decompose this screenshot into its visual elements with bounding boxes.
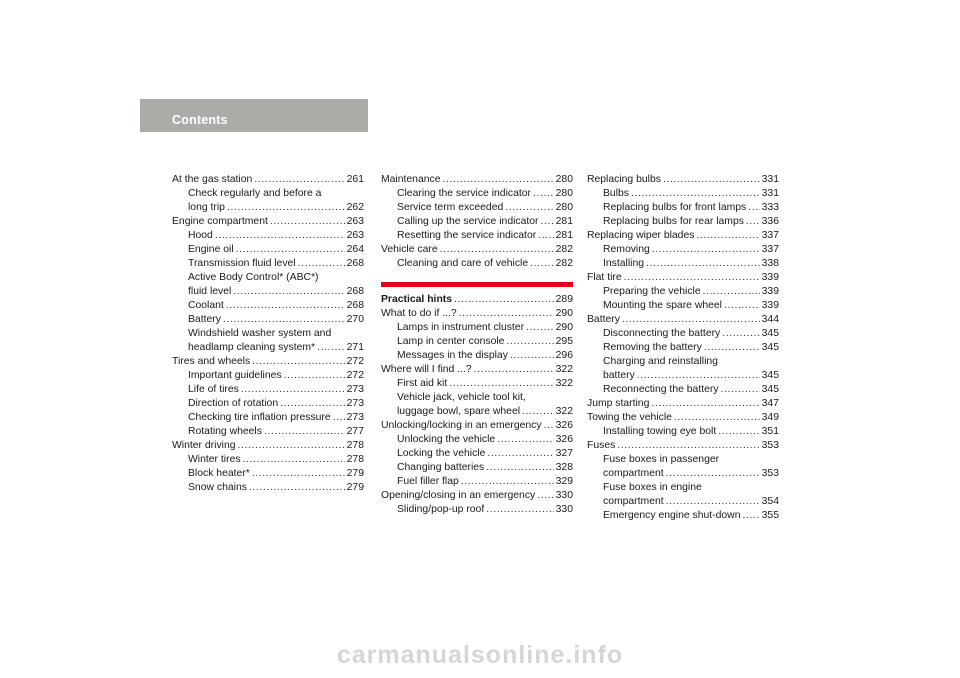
toc-entry[interactable] xyxy=(381,475,573,489)
toc-entry-text: Mounting the spare wheel xyxy=(603,300,722,311)
toc-entry-text: long trip xyxy=(188,202,225,213)
toc-entry[interactable] xyxy=(381,489,573,503)
toc-entry-page: 345 xyxy=(761,384,779,395)
toc-entry-text: Replacing wiper blades xyxy=(587,230,695,241)
toc-entry-text: Fuse boxes in passenger xyxy=(603,454,720,465)
toc-entry[interactable] xyxy=(172,453,364,467)
toc-entry[interactable] xyxy=(587,369,779,383)
toc-entry[interactable] xyxy=(172,215,364,229)
toc-entry[interactable] xyxy=(587,299,779,313)
toc-entry-text: What to do if ...? xyxy=(381,308,457,319)
toc-heading-text: Practical hints xyxy=(381,294,453,305)
leader-dots xyxy=(617,439,759,453)
toc-entry[interactable] xyxy=(381,377,573,391)
section-divider-rule xyxy=(381,282,573,287)
toc-entry-page: 290 xyxy=(555,322,573,333)
leader-dots xyxy=(746,215,760,229)
toc-entry-page: 326 xyxy=(555,434,573,445)
toc-entry-page: 345 xyxy=(761,370,779,381)
toc-entry[interactable] xyxy=(172,397,364,411)
toc-entry-text: Unlocking the vehicle xyxy=(397,434,496,445)
toc-entry-text: Preparing the vehicle xyxy=(603,286,701,297)
toc-entry-text: Service term exceeded xyxy=(397,202,504,213)
toc-entry[interactable] xyxy=(587,243,779,257)
leader-dots xyxy=(249,481,345,495)
toc-entry[interactable] xyxy=(587,439,779,453)
leader-dots xyxy=(718,425,759,439)
leader-dots xyxy=(270,215,345,229)
toc-entry-text: Sliding/pop-up roof xyxy=(397,504,485,515)
leader-dots xyxy=(631,187,760,201)
toc-entry-page: 327 xyxy=(555,448,573,459)
toc-entry-text: compartment xyxy=(603,468,664,479)
toc-entry-text: Reconnecting the battery xyxy=(603,384,719,395)
toc-entry-text: Locking the vehicle xyxy=(397,448,486,459)
toc-group-maintenance xyxy=(381,173,573,271)
toc-heading-page: 289 xyxy=(555,294,573,305)
leader-dots xyxy=(538,229,553,243)
toc-entry[interactable] xyxy=(381,201,573,215)
toc-entry-text: Active Body Control* (ABC*) xyxy=(188,272,319,283)
toc-entry[interactable] xyxy=(381,321,573,335)
toc-entry-text: Installing towing eye bolt xyxy=(603,426,717,437)
toc-entry-page: 296 xyxy=(555,350,573,361)
toc-entry-text: Resetting the service indicator xyxy=(397,230,537,241)
toc-entry-page: 337 xyxy=(761,244,779,255)
toc-entry-text: Transmission fluid level xyxy=(188,258,296,269)
leader-dots xyxy=(223,313,345,327)
toc-entry[interactable] xyxy=(381,433,573,447)
toc-entry-text: Unlocking/locking in an emergency xyxy=(381,420,542,431)
leader-dots xyxy=(533,187,554,201)
toc-entry-text: Battery xyxy=(188,314,221,325)
toc-entry[interactable] xyxy=(587,271,779,285)
toc-entry[interactable] xyxy=(381,335,573,349)
toc-entry-text: Charging and reinstalling xyxy=(603,356,718,367)
toc-entry-page: 280 xyxy=(555,188,573,199)
leader-dots xyxy=(646,257,760,271)
toc-entry-page: 282 xyxy=(555,258,573,269)
toc-entry[interactable] xyxy=(172,411,364,425)
toc-entry[interactable] xyxy=(172,271,364,285)
toc-entry[interactable] xyxy=(381,215,573,229)
toc-entry-page: 347 xyxy=(761,398,779,409)
leader-dots xyxy=(252,355,344,369)
leader-dots xyxy=(486,461,553,475)
toc-entry-page: 345 xyxy=(761,342,779,353)
leader-dots xyxy=(252,467,345,481)
toc-entry[interactable] xyxy=(172,201,364,215)
toc-entry-text: Maintenance xyxy=(381,174,441,185)
leader-dots xyxy=(748,201,759,215)
toc-entry-text: Winter tires xyxy=(188,454,241,465)
leader-dots xyxy=(541,215,554,229)
toc-entry[interactable] xyxy=(172,383,364,397)
toc-entry-text: Where will I find ...? xyxy=(381,364,472,375)
toc-entry[interactable] xyxy=(587,425,779,439)
toc-entry-text: Important guidelines xyxy=(188,370,282,381)
toc-entry-page: 330 xyxy=(555,490,573,501)
leader-dots xyxy=(284,369,345,383)
toc-entry-text: First aid kit xyxy=(397,378,448,389)
toc-entry-text: Winter driving xyxy=(172,440,236,451)
leader-dots xyxy=(264,425,345,439)
toc-entry[interactable] xyxy=(381,257,573,271)
toc-entry-text: Jump starting xyxy=(587,398,650,409)
leader-dots xyxy=(233,285,344,299)
toc-entry-text: headlamp cleaning system* xyxy=(188,342,316,353)
toc-entry[interactable] xyxy=(172,341,364,355)
toc-entry-page: 263 xyxy=(346,230,364,241)
toc-entry-page: 270 xyxy=(346,314,364,325)
toc-entry[interactable] xyxy=(172,299,364,313)
toc-entry-text: fluid level xyxy=(188,286,232,297)
toc-entry-page: 272 xyxy=(346,370,364,381)
toc-entry-page: 353 xyxy=(761,440,779,451)
toc-entry-text: Fuel filler flap xyxy=(397,476,459,487)
toc-entry[interactable] xyxy=(172,439,364,453)
toc-entry-page: 322 xyxy=(555,364,573,375)
toc-entry[interactable] xyxy=(381,229,573,243)
toc-entry-text: Towing the vehicle xyxy=(587,412,672,423)
toc-entry-text: Disconnecting the battery xyxy=(603,328,721,339)
toc-entry-page: 281 xyxy=(555,230,573,241)
leader-dots xyxy=(506,335,553,349)
toc-entry[interactable] xyxy=(172,467,364,481)
toc-entry-page: 326 xyxy=(555,420,573,431)
toc-entry[interactable] xyxy=(172,481,364,495)
toc-entry-page: 277 xyxy=(346,426,364,437)
toc-entry-text: Direction of rotation xyxy=(188,398,279,409)
toc-entry[interactable] xyxy=(172,243,364,257)
leader-dots xyxy=(487,447,553,461)
toc-entry-page: 330 xyxy=(555,504,573,515)
toc-entry-text: Messages in the display xyxy=(397,350,508,361)
toc-entry[interactable] xyxy=(172,313,364,327)
leader-dots xyxy=(674,411,760,425)
toc-entry-text: Bulbs xyxy=(603,188,629,199)
toc-entry-text: Life of tires xyxy=(188,384,239,395)
toc-entry[interactable] xyxy=(587,229,779,243)
toc-entry[interactable] xyxy=(587,285,779,299)
toc-entry-page: 268 xyxy=(346,300,364,311)
leader-dots xyxy=(652,243,760,257)
toc-entry-page: 280 xyxy=(555,174,573,185)
toc-entry[interactable] xyxy=(587,397,779,411)
leader-dots xyxy=(298,257,345,271)
toc-entry-text: Vehicle care xyxy=(381,244,438,255)
toc-entry-text: battery xyxy=(603,370,635,381)
toc-entry-page: 331 xyxy=(761,174,779,185)
toc-entry-text: Lamp in center console xyxy=(397,336,505,347)
leader-dots xyxy=(522,405,554,419)
toc-entry-page: 344 xyxy=(761,314,779,325)
toc-entry-text: Replacing bulbs for rear lamps xyxy=(603,216,744,227)
toc-entry[interactable] xyxy=(587,313,779,327)
toc-entry-page: 282 xyxy=(555,244,573,255)
leader-dots xyxy=(226,299,345,313)
toc-entry[interactable] xyxy=(172,327,364,341)
toc-entry-text: Clearing the service indicator xyxy=(397,188,531,199)
toc-entry-page: 268 xyxy=(346,286,364,297)
toc-entry-text: Emergency engine shut-down xyxy=(603,510,741,521)
toc-entry[interactable] xyxy=(172,173,364,187)
toc-entry-text: Checking tire inflation pressure xyxy=(188,412,331,423)
leader-dots xyxy=(624,271,760,285)
leader-dots xyxy=(443,173,554,187)
toc-entry-page: 338 xyxy=(761,258,779,269)
leader-dots xyxy=(461,475,554,489)
leader-dots xyxy=(742,509,759,523)
toc-entry-text: Replacing bulbs for front lamps xyxy=(603,202,747,213)
toc-entry-text: At the gas station xyxy=(172,174,253,185)
toc-entry-page: 262 xyxy=(346,202,364,213)
toc-entry-page: 322 xyxy=(555,378,573,389)
leader-dots xyxy=(637,369,760,383)
leader-dots xyxy=(215,229,345,243)
toc-entry-text: luggage bowl, spare wheel xyxy=(397,406,521,417)
toc-entry[interactable] xyxy=(587,327,779,341)
toc-entry[interactable] xyxy=(381,447,573,461)
toc-entry-text: Changing batteries xyxy=(397,462,485,473)
leader-dots xyxy=(721,383,760,397)
leader-dots xyxy=(243,453,345,467)
toc-entry-page: 264 xyxy=(346,244,364,255)
toc-entry-page: 345 xyxy=(761,328,779,339)
leader-dots xyxy=(474,363,554,377)
toc-entry-page: 337 xyxy=(761,230,779,241)
leader-dots xyxy=(317,341,345,355)
leader-dots xyxy=(530,257,554,271)
leader-dots xyxy=(622,313,760,327)
toc-entry-page: 331 xyxy=(761,188,779,199)
watermark: carmanualsonline.info xyxy=(336,641,624,669)
leader-dots xyxy=(724,299,760,313)
toc-entry[interactable] xyxy=(172,369,364,383)
leader-dots xyxy=(454,293,554,307)
toc-entry-page: 290 xyxy=(555,308,573,319)
leader-dots xyxy=(696,229,759,243)
toc-entry-page: 339 xyxy=(761,272,779,283)
leader-dots xyxy=(236,243,345,257)
leader-dots xyxy=(227,201,345,215)
toc-entry-page: 329 xyxy=(555,476,573,487)
toc-entry-text: Battery xyxy=(587,314,620,325)
toc-entry[interactable] xyxy=(172,257,364,271)
leader-dots xyxy=(449,377,553,391)
leader-dots xyxy=(663,173,760,187)
leader-dots xyxy=(241,383,345,397)
toc-entry[interactable] xyxy=(172,187,364,201)
leader-dots xyxy=(486,503,553,517)
toc-entry-page: 339 xyxy=(761,286,779,297)
toc-entry[interactable] xyxy=(587,411,779,425)
section-header-bar xyxy=(140,99,368,132)
toc-entry-page: 273 xyxy=(346,398,364,409)
toc-entry-page: 351 xyxy=(761,426,779,437)
toc-entry-page: 353 xyxy=(761,468,779,479)
toc-entry[interactable] xyxy=(587,201,779,215)
toc-entry-text: Check regularly and before a xyxy=(188,188,322,199)
toc-entry-text: Coolant xyxy=(188,300,224,311)
toc-entry-text: Windshield washer system and xyxy=(188,328,332,339)
toc-entry[interactable] xyxy=(381,419,573,433)
toc-entry-page: 279 xyxy=(346,482,364,493)
leader-dots xyxy=(666,467,760,481)
leader-dots xyxy=(333,411,345,425)
toc-entry[interactable] xyxy=(381,503,573,517)
leader-dots xyxy=(651,397,759,411)
toc-entry-text: Fuse boxes in engine xyxy=(603,482,702,493)
leader-dots xyxy=(505,201,553,215)
toc-entry-page: 273 xyxy=(346,384,364,395)
leader-dots xyxy=(666,495,760,509)
leader-dots xyxy=(510,349,554,363)
toc-entry-page: 261 xyxy=(346,174,364,185)
toc-entry-page: 278 xyxy=(346,454,364,465)
toc-entry-page: 333 xyxy=(761,202,779,213)
toc-entry[interactable] xyxy=(381,187,573,201)
toc-entry[interactable] xyxy=(587,173,779,187)
leader-dots xyxy=(440,243,554,257)
toc-entry[interactable] xyxy=(587,355,779,369)
toc-entry[interactable] xyxy=(587,257,779,271)
toc-entry-page: 281 xyxy=(555,216,573,227)
toc-entry-page: 339 xyxy=(761,300,779,311)
toc-entry-text: Block heater* xyxy=(188,468,250,479)
toc-entry[interactable] xyxy=(172,425,364,439)
toc-entry[interactable] xyxy=(587,467,779,481)
toc-column-3 xyxy=(587,173,779,523)
leader-dots xyxy=(704,341,760,355)
toc-entry-text: Vehicle jack, vehicle tool kit, xyxy=(397,392,526,403)
toc-entry-page: 280 xyxy=(555,202,573,213)
toc-entry-page: 273 xyxy=(346,412,364,423)
toc-entry[interactable] xyxy=(587,481,779,495)
toc-entry[interactable] xyxy=(381,243,573,257)
toc-entry[interactable] xyxy=(381,391,573,405)
leader-dots xyxy=(459,307,554,321)
toc-entry[interactable] xyxy=(172,355,364,369)
toc-entry-text: Lamps in instrument cluster xyxy=(397,322,525,333)
toc-entry-page: 279 xyxy=(346,468,364,479)
toc-entry-text: Engine compartment xyxy=(172,216,268,227)
toc-column-1 xyxy=(172,173,364,495)
toc-entry-page: 272 xyxy=(346,356,364,367)
leader-dots xyxy=(497,433,553,447)
toc-entry-text: Hood xyxy=(188,230,213,241)
toc-entry-text: Flat tire xyxy=(587,272,622,283)
toc-section-heading[interactable] xyxy=(381,293,573,307)
toc-entry-text: Tires and wheels xyxy=(172,356,251,367)
leader-dots xyxy=(526,321,554,335)
leader-dots xyxy=(238,439,345,453)
toc-column-2 xyxy=(381,173,573,517)
toc-entry[interactable] xyxy=(172,285,364,299)
toc-entry-page: 336 xyxy=(761,216,779,227)
leader-dots xyxy=(537,489,553,503)
toc-entry-page: 263 xyxy=(346,216,364,227)
toc-entry-page: 349 xyxy=(761,412,779,423)
toc-entry[interactable] xyxy=(587,187,779,201)
toc-entry[interactable] xyxy=(381,363,573,377)
toc-entry-text: Fuses xyxy=(587,440,616,451)
toc-entry-text: compartment xyxy=(603,496,664,507)
toc-entry-text: Installing xyxy=(603,258,645,269)
leader-dots xyxy=(544,419,554,433)
toc-entry-text: Replacing bulbs xyxy=(587,174,661,185)
toc-entry-text: Engine oil xyxy=(188,244,234,255)
toc-entry[interactable] xyxy=(587,215,779,229)
toc-entry-page: 271 xyxy=(346,342,364,353)
toc-entry[interactable] xyxy=(381,349,573,363)
leader-dots xyxy=(254,173,344,187)
toc-entry-text: Removing the battery xyxy=(603,342,702,353)
toc-entry[interactable] xyxy=(587,509,779,523)
leader-dots xyxy=(722,327,759,341)
toc-entry-page: 268 xyxy=(346,258,364,269)
toc-entry-text: Rotating wheels xyxy=(188,426,262,437)
toc-entry-text: Removing xyxy=(603,244,650,255)
toc-entry-text: Cleaning and care of vehicle xyxy=(397,258,529,269)
toc-entry[interactable] xyxy=(381,173,573,187)
toc-entry-text: Calling up the service indicator xyxy=(397,216,539,227)
toc-entry-page: 355 xyxy=(761,510,779,521)
section-title: Contents xyxy=(172,113,228,127)
toc-entry[interactable] xyxy=(172,229,364,243)
leader-dots xyxy=(703,285,760,299)
toc-entry-page: 278 xyxy=(346,440,364,451)
toc-entry[interactable] xyxy=(381,307,573,321)
toc-entry[interactable] xyxy=(587,453,779,467)
toc-group-practical-hints xyxy=(381,307,573,517)
toc-entry[interactable] xyxy=(587,341,779,355)
toc-entry[interactable] xyxy=(381,461,573,475)
leader-dots xyxy=(280,397,345,411)
toc-entry[interactable] xyxy=(587,495,779,509)
toc-entry-page: 295 xyxy=(555,336,573,347)
toc-entry[interactable] xyxy=(587,383,779,397)
toc-entry-text: Opening/closing in an emergency xyxy=(381,490,536,501)
toc-entry-page: 322 xyxy=(555,406,573,417)
toc-entry-text: Snow chains xyxy=(188,482,247,493)
toc-entry[interactable] xyxy=(381,405,573,419)
toc-entry-page: 354 xyxy=(761,496,779,507)
toc-entry-page: 328 xyxy=(555,462,573,473)
